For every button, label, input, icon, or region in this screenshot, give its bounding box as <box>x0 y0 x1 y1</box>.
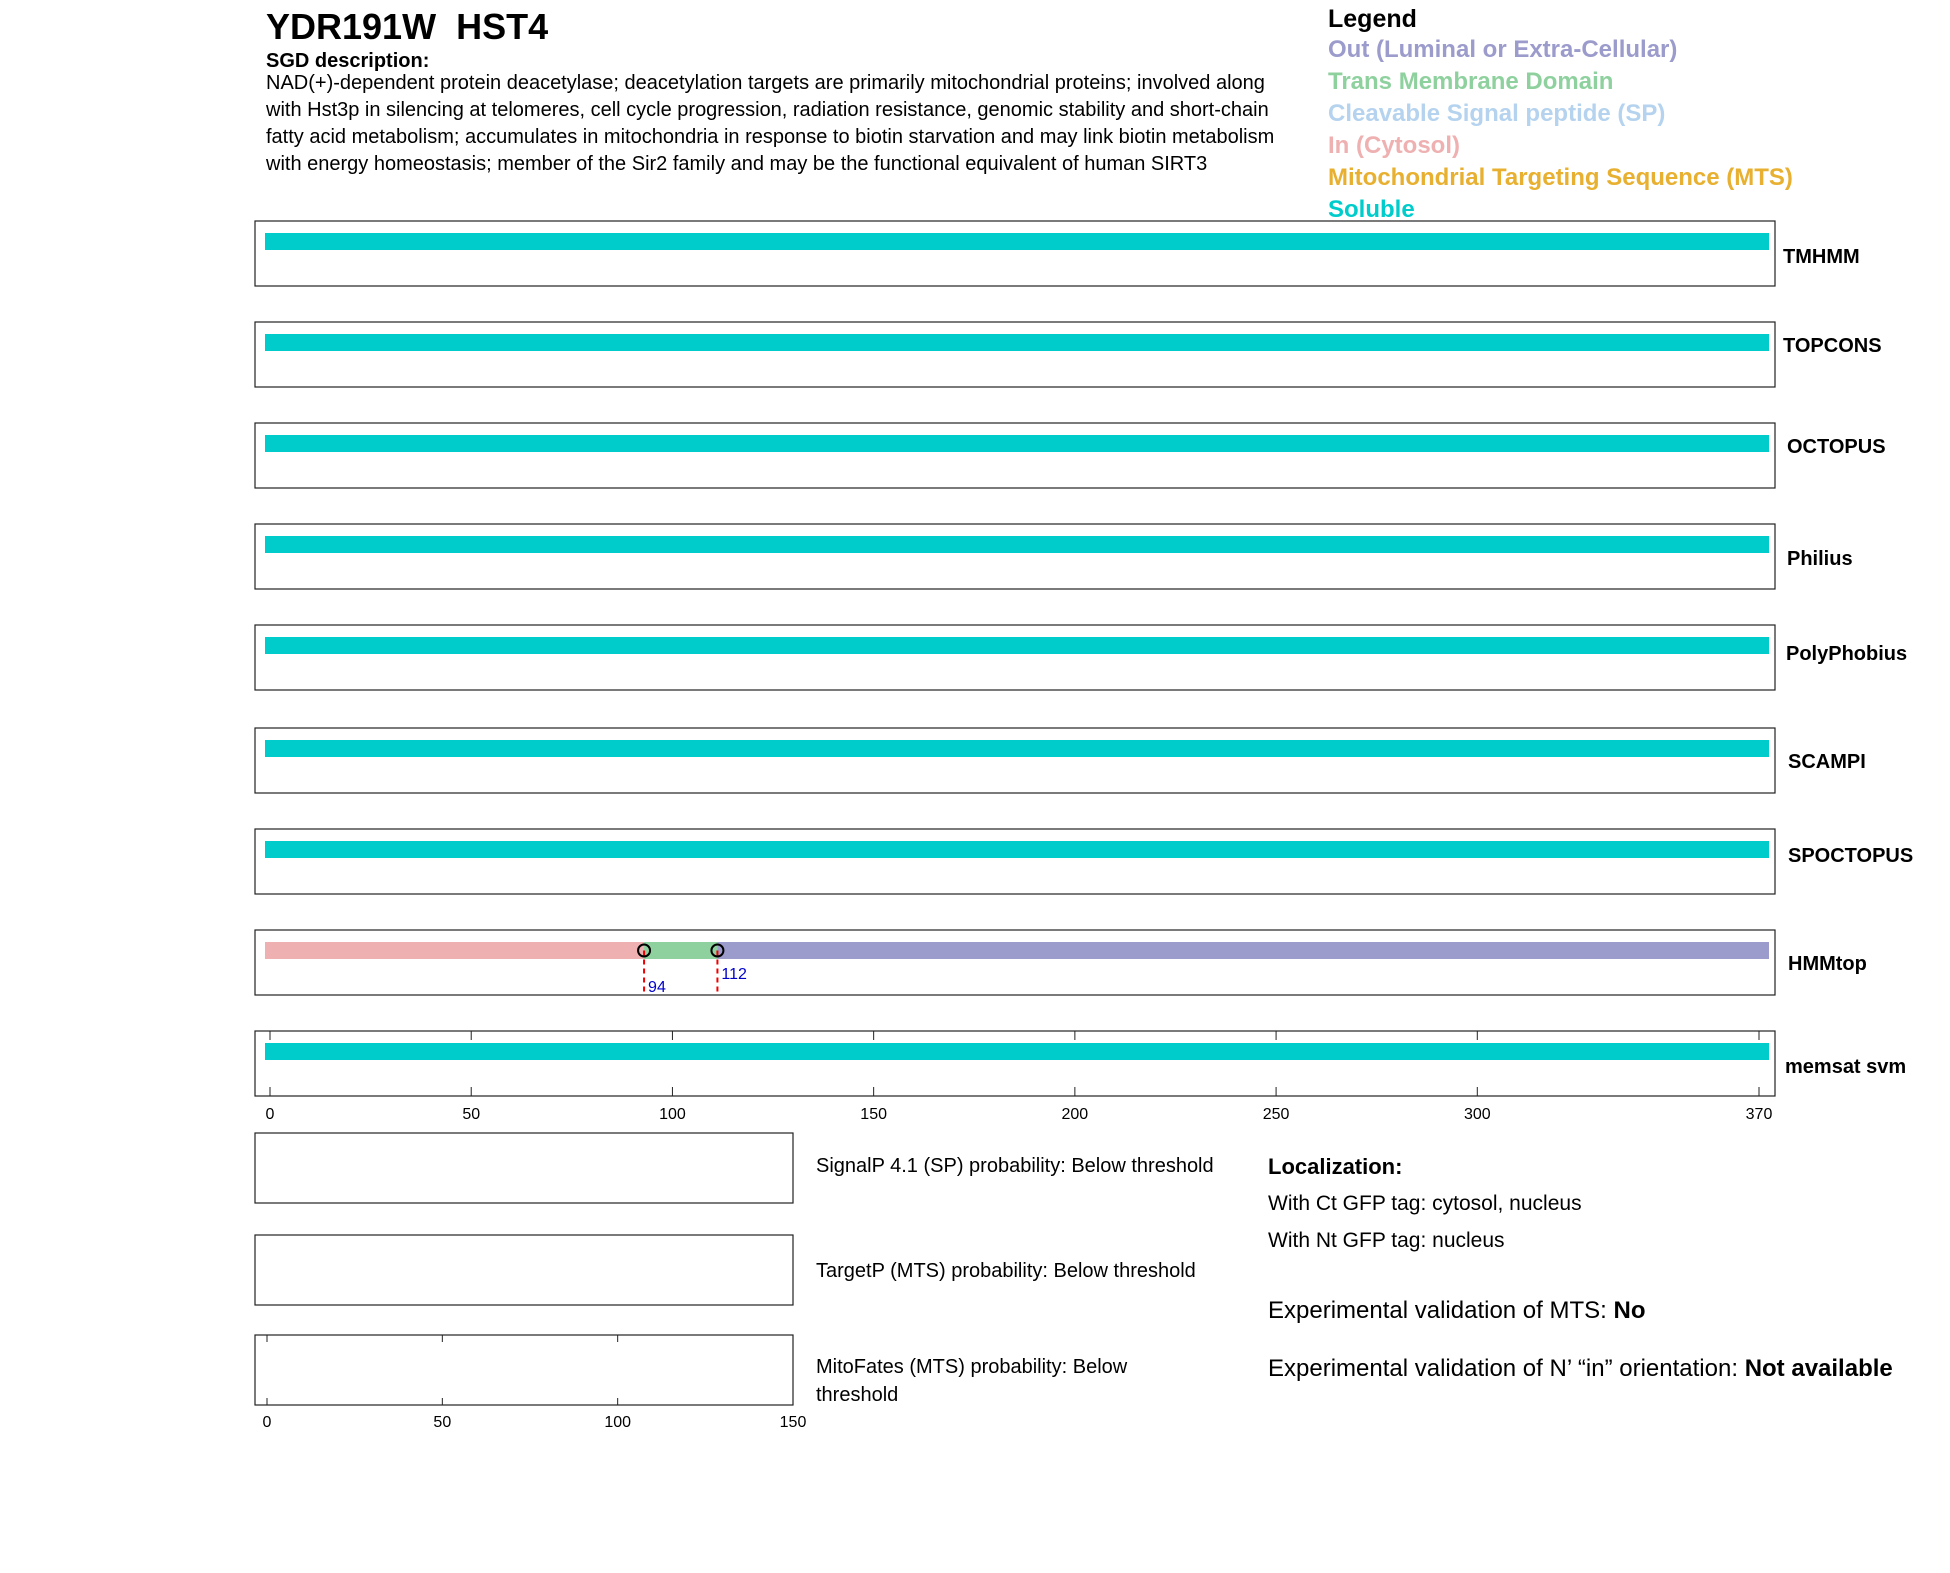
track-segment <box>265 1043 1769 1060</box>
mitofates-label: MitoFates (MTS) probability: Below threshold <box>816 1356 1128 1406</box>
description-heading: SGD description: <box>266 50 430 72</box>
track-frame <box>255 322 1775 387</box>
axis-tick-label: 0 <box>265 1106 275 1123</box>
track-label: TOPCONS <box>1783 335 1882 357</box>
validation-orientation <box>1268 1353 1908 1385</box>
track-frame <box>255 625 1775 690</box>
boundary-label: 112 <box>721 966 747 983</box>
localization-nt-gfp: With Nt GFP tag: nucleus <box>1268 1229 1505 1252</box>
axis-tick-label: 200 <box>1061 1106 1089 1123</box>
info-panel <box>1268 1148 1908 1385</box>
track-label: HMMtop <box>1788 953 1867 975</box>
legend-item-tm: Trans Membrane Domain <box>1328 68 1614 95</box>
validation-orientation-label: Experimental validation of N’ “in” orientation: <box>1268 1355 1739 1382</box>
prob-axis-tick-label: 100 <box>604 1414 632 1431</box>
track-label: PolyPhobius <box>1786 643 1908 665</box>
legend-item-out: Out (Luminal or Extra-Cellular) <box>1328 36 1678 63</box>
axis-tick-label: 370 <box>1745 1106 1773 1123</box>
signalp-label: SignalP 4.1 (SP) probability: Below threshold <box>816 1155 1214 1177</box>
targetp-label: TargetP (MTS) probability: Below threshold <box>816 1260 1196 1282</box>
track-segment <box>265 942 644 959</box>
track-frame <box>255 728 1775 793</box>
track-label: OCTOPUS <box>1787 436 1886 458</box>
description-text: NAD(+)-dependent protein deacetylase; deacetylation targets are primarily mitochondrial proteins; involved along with Hst3p in silencing at telomeres, cell cycle progression, radiation resistance, genomic stability and short-chain fatty acid metabolism; accumulates in mitochondria in response to biotin starvation and may link biotin metabolism with energy homeostasis; member of the Sir2 family and may be the functional equivalent of human SIRT3 <box>266 72 1275 175</box>
track-frame <box>255 423 1775 488</box>
track-segment <box>265 841 1769 858</box>
track-segment <box>644 942 717 959</box>
track-label: TMHMM <box>1783 246 1860 268</box>
track-frame <box>255 524 1775 589</box>
validation-mts <box>1268 1295 1908 1327</box>
track-label: SCAMPI <box>1788 751 1866 773</box>
legend-item-in: In (Cytosol) <box>1328 132 1460 159</box>
axis-tick-label: 100 <box>659 1106 686 1123</box>
axis-tick-label: 50 <box>462 1106 481 1123</box>
track-segment <box>265 435 1769 452</box>
track-segment <box>265 233 1769 250</box>
boundary-label: 94 <box>648 979 666 996</box>
validation-orientation-value: Not available <box>1744 1355 1893 1382</box>
axis-tick-label: 300 <box>1463 1106 1491 1123</box>
probability-frame <box>255 1133 793 1203</box>
track-segment <box>265 637 1769 654</box>
track-label: SPOCTOPUS <box>1788 845 1914 867</box>
axis-tick-label: 250 <box>1262 1106 1290 1123</box>
track-segment <box>265 536 1769 553</box>
legend-title: Legend <box>1328 5 1417 33</box>
track-label: Philius <box>1787 548 1853 570</box>
prob-axis-tick-label: 50 <box>433 1414 452 1431</box>
validation-mts-label: Experimental validation of MTS: <box>1268 1297 1607 1324</box>
validation-mts-value: No <box>1613 1297 1646 1324</box>
track-label: memsat svm <box>1785 1056 1907 1078</box>
track-frame <box>255 829 1775 894</box>
gene-id: YDR191W <box>266 6 437 47</box>
prob-axis-tick-label: 0 <box>262 1414 272 1431</box>
prob-axis-tick-label: 150 <box>779 1414 807 1431</box>
probability-frame <box>255 1335 793 1405</box>
track-segment <box>265 740 1769 757</box>
legend-item-soluble: Soluble <box>1328 196 1415 223</box>
axis-tick-label: 150 <box>860 1106 888 1123</box>
legend-item-mts: Mitochondrial Targeting Sequence (MTS) <box>1328 164 1793 191</box>
track-frame <box>255 1031 1775 1096</box>
probability-frame <box>255 1235 793 1305</box>
localization-ct-gfp: With Ct GFP tag: cytosol, nucleus <box>1268 1192 1582 1215</box>
track-frame <box>255 221 1775 286</box>
track-segment <box>717 942 1769 959</box>
localization-heading: Localization: <box>1268 1154 1403 1179</box>
track-segment <box>265 334 1769 351</box>
track-frame <box>255 930 1775 995</box>
gene-name: HST4 <box>456 6 549 47</box>
legend-item-sp: Cleavable Signal peptide (SP) <box>1328 100 1666 127</box>
